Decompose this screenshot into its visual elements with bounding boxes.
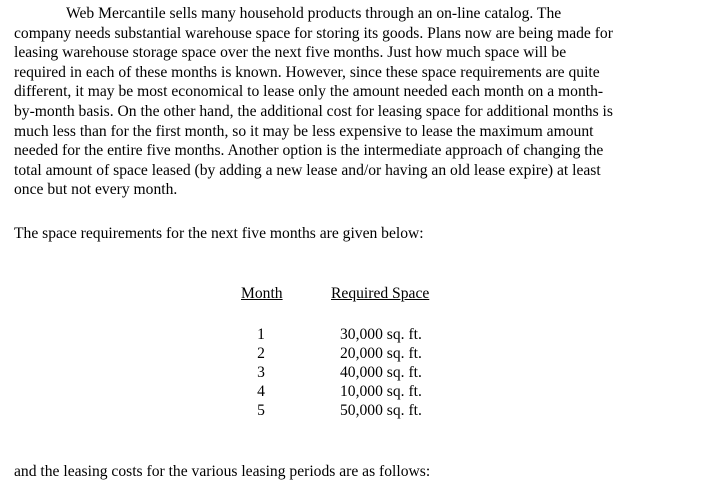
paragraph-line: needed for the entire five months. Another option is the intermediate approach of changing the (14, 142, 604, 160)
paragraph-line: different, it may be most economical to lease only the amount needed each month on a month- (14, 83, 604, 101)
month-cell: 1 (257, 326, 265, 343)
paragraph-line: required in each of these months is known. However, since these space requirements are quite (14, 63, 600, 81)
paragraph-line: leasing warehouse storage space over the next five months. Just how much space will be (14, 44, 567, 62)
paragraph-line: company needs substantial warehouse space for storing its goods. Plans now are being made for (14, 24, 613, 42)
required-space-column-header: Required Space (331, 285, 430, 302)
paragraph-line: once but not every month. (14, 181, 178, 199)
month-cell: 4 (257, 383, 265, 400)
outro-sentence: and the leasing costs for the various leasing periods are as follows: (14, 463, 431, 480)
paragraph-line: by-month basis. On the other hand, the additional cost for leasing space for additional months is (14, 102, 613, 120)
month-column (250, 325, 272, 420)
month-cell: 3 (257, 364, 265, 381)
intro-sentence: The space requirements for the next five months are given below: (14, 225, 424, 242)
problem-paragraph (14, 4, 696, 200)
space-cell: 40,000 sq. ft. (340, 364, 422, 381)
paragraph-line: Web Mercantile sells many household products through an on-line catalog. The (66, 5, 562, 22)
month-column-header: Month (241, 285, 283, 302)
paragraph-line: total amount of space leased (by adding a new lease and/or having an old lease expire) at least (14, 161, 601, 179)
month-cell: 5 (257, 402, 265, 419)
space-cell: 50,000 sq. ft. (340, 402, 422, 419)
paragraph-line: much less than for the first month, so it may be less expensive to lease the maximum amount (14, 122, 594, 140)
space-cell: 20,000 sq. ft. (340, 345, 422, 362)
space-cell: 10,000 sq. ft. (340, 383, 422, 400)
required-space-column (340, 325, 422, 420)
month-cell: 2 (257, 345, 265, 362)
space-cell: 30,000 sq. ft. (340, 326, 422, 343)
